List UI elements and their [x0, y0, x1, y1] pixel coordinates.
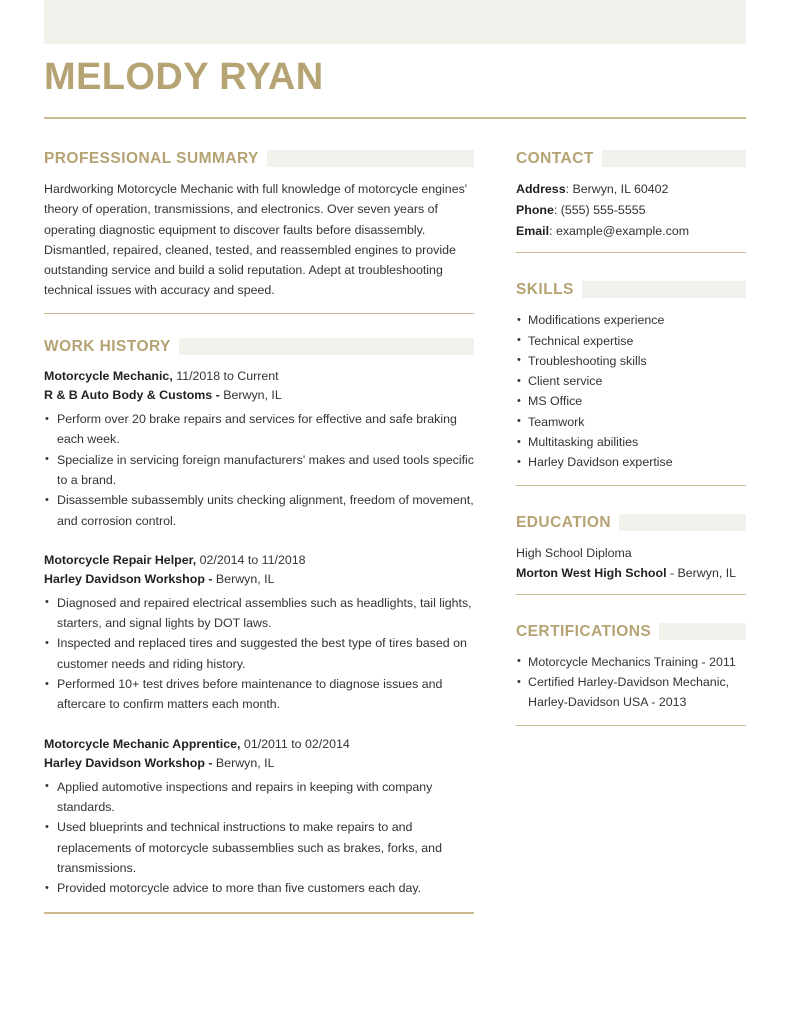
- list-item: • Applied automotive inspections and repairs in keeping with company standards.: [44, 777, 474, 818]
- list-item: • Disassemble subassembly units checking alignment, freedom of movement, and corrosion control.: [44, 490, 474, 531]
- certifications-divider: [516, 725, 746, 726]
- job-entry: [44, 367, 474, 531]
- job-title-line: [44, 551, 474, 570]
- section-header-work-history: [44, 336, 474, 358]
- job-company: Harley Davidson Workshop -: [44, 571, 213, 586]
- job-bullets: [44, 777, 474, 899]
- job-dates: 11/2018 to Current: [176, 369, 279, 384]
- name-header: [44, 56, 746, 99]
- skills-list: [516, 310, 746, 472]
- job-dates: 02/2014 to 11/2018: [199, 552, 306, 567]
- list-item: • Provided motorcycle advice to more than five customers each day.: [44, 878, 474, 898]
- education-school-location: - Berwyn, IL: [666, 566, 737, 581]
- section-header-certifications: [516, 621, 746, 643]
- section-header-professional-summary: [44, 148, 474, 170]
- list-item: • Teamwork: [516, 412, 746, 432]
- section-header-skills: [516, 279, 746, 301]
- section-title-professional-summary: PROFESSIONAL SUMMARY: [44, 148, 267, 169]
- section-header-contact: [516, 148, 746, 170]
- contact-email-value[interactable]: : example@example.com: [549, 224, 690, 238]
- work-history-divider: [44, 912, 474, 913]
- job-bullets: [44, 409, 474, 531]
- list-item: • Modifications experience: [516, 310, 746, 330]
- list-item: • MS Office: [516, 391, 746, 411]
- job-entry: [44, 735, 474, 899]
- list-item: • Perform over 20 brake repairs and services for effective and safe braking each week.: [44, 409, 474, 450]
- job-location: Berwyn, IL: [215, 755, 275, 770]
- list-item: • Used blueprints and technical instructions to make repairs to and replacements of motorcycle subassemblies such as brakes, forks, and transmissions.: [44, 817, 474, 878]
- page-title: MELODY RYAN: [44, 56, 324, 98]
- education-school: Morton West High School: [516, 566, 667, 581]
- section-header-education: [516, 512, 746, 534]
- section-title-contact: CONTACT: [516, 148, 602, 169]
- contact-phone-label: Phone: [516, 203, 554, 217]
- contact-email[interactable]: [516, 221, 746, 242]
- job-location: Berwyn, IL: [215, 571, 275, 586]
- job-entry: [44, 551, 474, 715]
- list-item: • Certified Harley-Davidson Mechanic, Harley-Davidson USA - 2013: [516, 672, 746, 713]
- contact-phone-value: : (555) 555-5555: [553, 203, 646, 217]
- job-bullets: [44, 593, 474, 715]
- contact-address: [516, 179, 746, 200]
- list-item: • Multitasking abilities: [516, 432, 746, 452]
- job-company-line: [44, 570, 474, 589]
- contact-address-value: : Berwyn, IL 60402: [565, 182, 669, 196]
- job-title: Motorcycle Mechanic Apprentice,: [44, 736, 241, 751]
- list-item: • Troubleshooting skills: [516, 351, 746, 371]
- job-title: Motorcycle Repair Helper,: [44, 552, 197, 567]
- job-title-line: [44, 735, 474, 754]
- job-title-line: [44, 367, 474, 386]
- education-degree: High School Diploma: [516, 545, 632, 560]
- list-item: • Inspected and replaced tires and suggested the best type of tires based on customer needs and riding history.: [44, 633, 474, 674]
- list-item: • Specialize in servicing foreign manufacturers' makes and used tools specific to a brand.: [44, 450, 474, 491]
- name-divider: [44, 117, 746, 119]
- professional-summary-text: Hardworking Motorcycle Mechanic with full knowledge of motorcycle engines' theory of operation, transmissions, and electronics. Over seven years of operating diagnostic equipment to discover faults before disassembly. Dismantled, repaired, cleaned, tested, and reassembled engines to provide outstanding service and build a solid reputation. Adept at troubleshooting technical issues with accuracy and speed.: [44, 182, 468, 298]
- education-school-line: [516, 563, 746, 583]
- job-company-line: [44, 754, 474, 773]
- list-item: • Client service: [516, 371, 746, 391]
- list-item: • Harley Davidson expertise: [516, 452, 746, 472]
- list-item: • Motorcycle Mechanics Training - 2011: [516, 652, 746, 672]
- contact-phone: [516, 200, 746, 221]
- list-item: • Performed 10+ test drives before maintenance to diagnose issues and aftercare to confirm matters each month.: [44, 674, 474, 715]
- section-title-work-history: WORK HISTORY: [44, 336, 179, 357]
- certifications-list: [516, 652, 746, 713]
- left-column: [44, 148, 474, 914]
- contact-address-label: Address: [516, 182, 566, 196]
- section-title-education: EDUCATION: [516, 512, 619, 533]
- list-item: • Diagnosed and repaired electrical assemblies such as headlights, tail lights, starters, and signal lights by DOT laws.: [44, 593, 474, 634]
- job-company: Harley Davidson Workshop -: [44, 755, 213, 770]
- header-band: [44, 0, 746, 44]
- list-item: • Technical expertise: [516, 331, 746, 351]
- job-company: R & B Auto Body & Customs -: [44, 388, 220, 403]
- job-dates: 01/2011 to 02/2014: [243, 736, 350, 751]
- contact-email-label: Email: [516, 224, 550, 238]
- right-column: [516, 148, 746, 726]
- job-location: Berwyn, IL: [223, 388, 282, 403]
- section-title-certifications: CERTIFICATIONS: [516, 621, 659, 642]
- job-title: Motorcycle Mechanic,: [44, 369, 173, 384]
- job-company-line: [44, 386, 474, 405]
- section-title-skills: SKILLS: [516, 279, 582, 300]
